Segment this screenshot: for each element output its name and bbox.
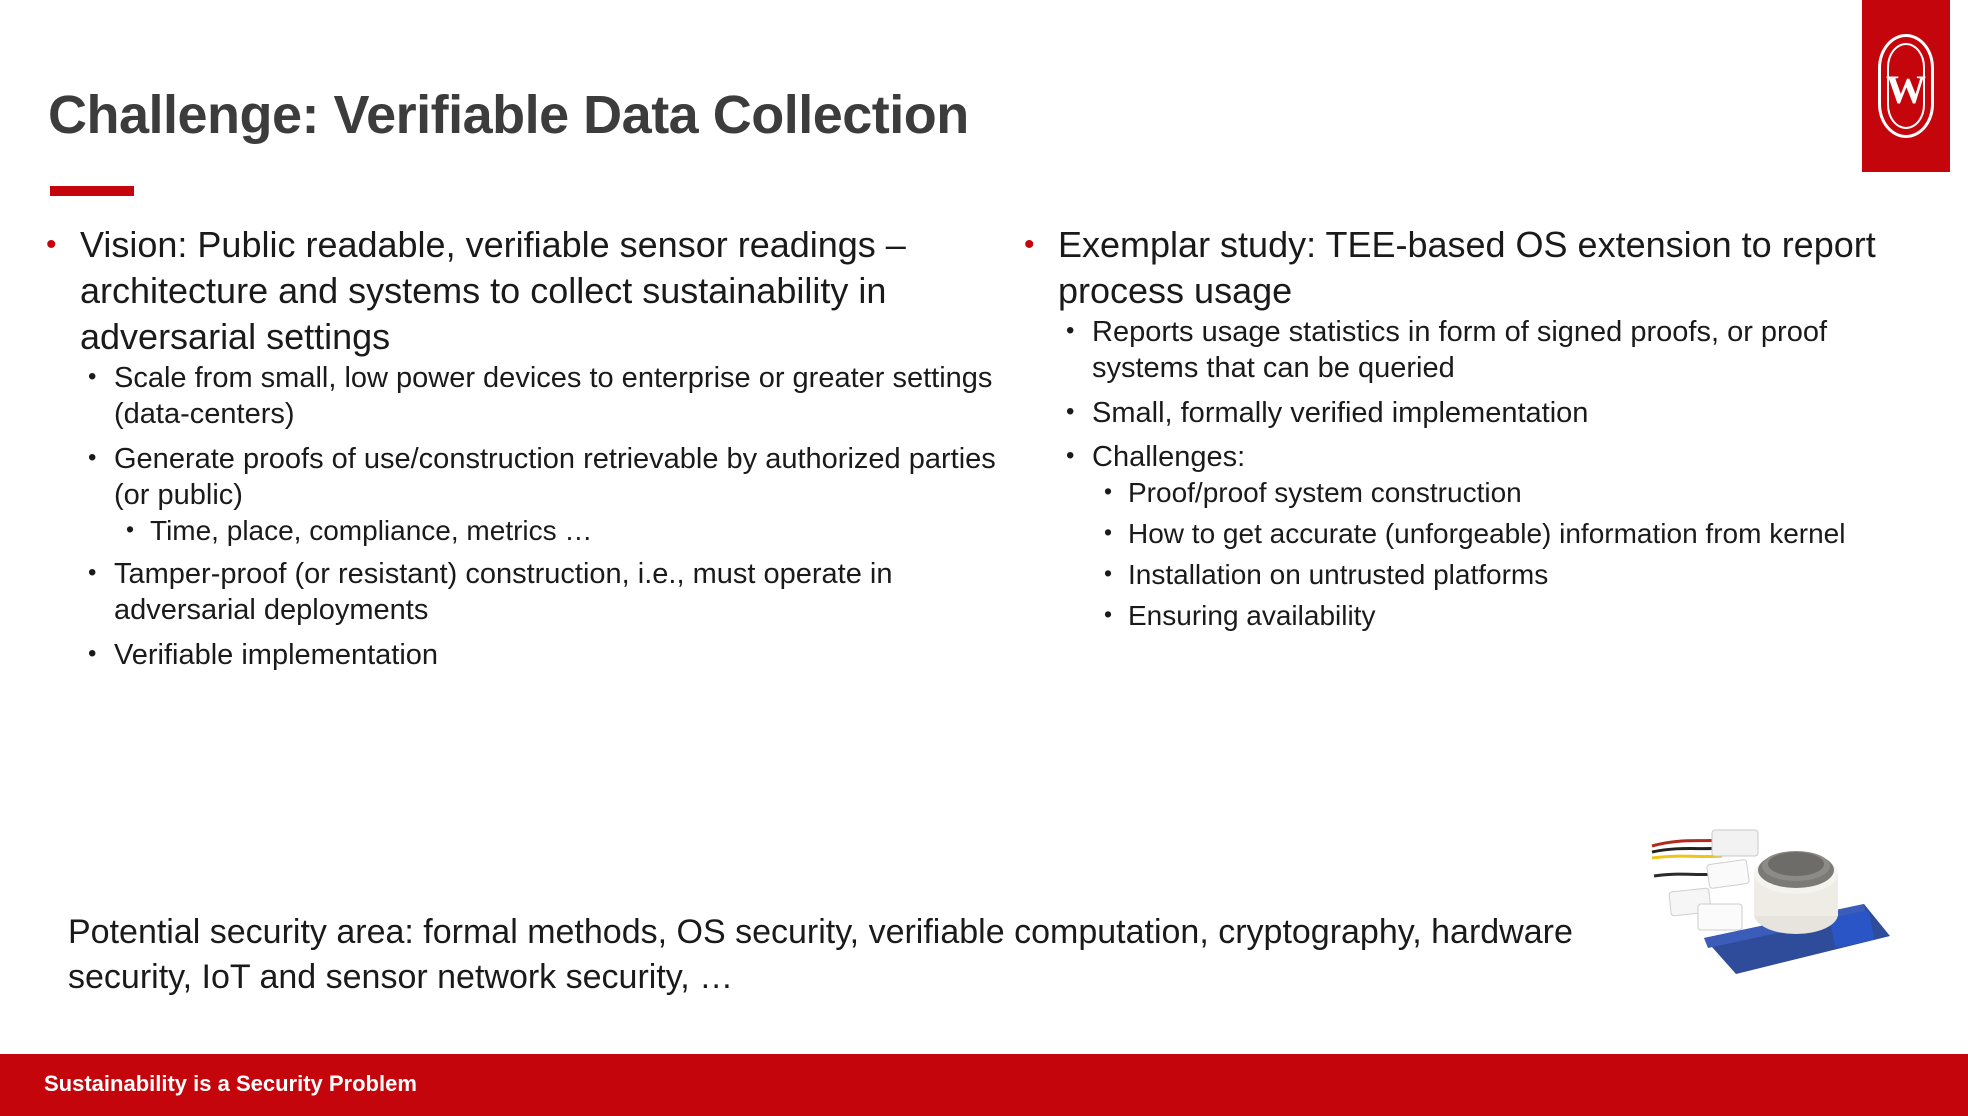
bullet-icon: • — [1104, 478, 1113, 505]
footer-label: Sustainability is a Security Problem — [44, 1071, 417, 1096]
list-item — [80, 556, 1022, 629]
list-item-label: Challenges: — [1092, 440, 1246, 473]
footer-bar — [0, 1054, 1968, 1116]
list-item-label: How to get accurate (unforgeable) information from kernel — [1128, 518, 1846, 550]
left-sub-list — [80, 360, 1022, 673]
list-item — [1058, 439, 1920, 633]
bullet-icon: • — [88, 639, 97, 667]
list-item-label: Reports usage statistics in form of signed proofs, or proof systems that can be queried — [1092, 316, 1828, 385]
list-item — [1092, 598, 1920, 633]
bullet-icon: • — [1104, 601, 1113, 628]
left-bullet-list — [42, 222, 1022, 673]
w-crest-icon — [1875, 28, 1937, 144]
left-column — [42, 222, 1022, 681]
list-item-label: Ensuring availability — [1128, 600, 1376, 632]
bullet-icon: • — [126, 516, 135, 543]
right-bullet-list — [1020, 222, 1920, 633]
title-underline — [50, 186, 134, 196]
bullet-icon: • — [1104, 519, 1113, 546]
bullet-icon: • — [88, 443, 97, 471]
bullet-icon: • — [88, 559, 97, 587]
bullet-icon: • — [1066, 397, 1075, 425]
right-sub-sub-list — [1092, 475, 1920, 633]
bullet-icon: • — [46, 228, 57, 261]
list-item-label: Proof/proof system construction — [1128, 477, 1522, 509]
list-item-label: Vision: Public readable, verifiable sensor readings – architecture and systems to collect sustainability in adversarial settings — [80, 224, 906, 358]
bullet-icon: • — [88, 363, 97, 391]
list-item-label: Small, formally verified implementation — [1092, 396, 1589, 429]
list-item — [1058, 395, 1920, 431]
list-item — [114, 513, 1022, 548]
page-title: Challenge: Verifiable Data Collection — [48, 85, 969, 145]
list-item-label: Verifiable implementation — [114, 638, 439, 671]
bullet-icon: • — [1066, 441, 1075, 469]
bullet-icon: • — [1024, 228, 1035, 261]
list-item — [1092, 475, 1920, 510]
right-column — [1020, 222, 1920, 641]
list-item — [1020, 222, 1920, 633]
logo-letter: W — [1886, 67, 1926, 112]
right-sub-list — [1058, 314, 1920, 633]
list-item-label: Time, place, compliance, metrics … — [150, 515, 593, 547]
gas-sensor-image — [1650, 818, 1900, 988]
gas-sensor-illustration — [1650, 818, 1900, 988]
list-item — [80, 637, 1022, 673]
list-item — [80, 360, 1022, 433]
list-item — [1092, 516, 1920, 551]
bullet-icon: • — [1104, 560, 1113, 587]
list-item-label: Scale from small, low power devices to enterprise or greater settings (data-centers) — [114, 362, 993, 431]
university-logo — [1862, 0, 1950, 172]
list-item — [1058, 314, 1920, 387]
list-item — [42, 222, 1022, 673]
list-item — [1092, 557, 1920, 592]
summary-paragraph: Potential security area: formal methods, OS security, verifiable computation, cryptography, hardware security, IoT and sensor network security, … — [68, 913, 1573, 997]
list-item-label: Installation on untrusted platforms — [1128, 559, 1549, 591]
list-item-label: Generate proofs of use/construction retrievable by authorized parties (or public) — [114, 442, 996, 511]
left-sub-sub-list — [114, 513, 1022, 548]
bullet-icon: • — [1066, 317, 1075, 345]
list-item — [80, 441, 1022, 549]
list-item-label: Tamper-proof (or resistant) construction, i.e., must operate in adversarial deployments — [114, 558, 893, 627]
list-item-label: Exemplar study: TEE-based OS extension to report process usage — [1058, 224, 1876, 312]
